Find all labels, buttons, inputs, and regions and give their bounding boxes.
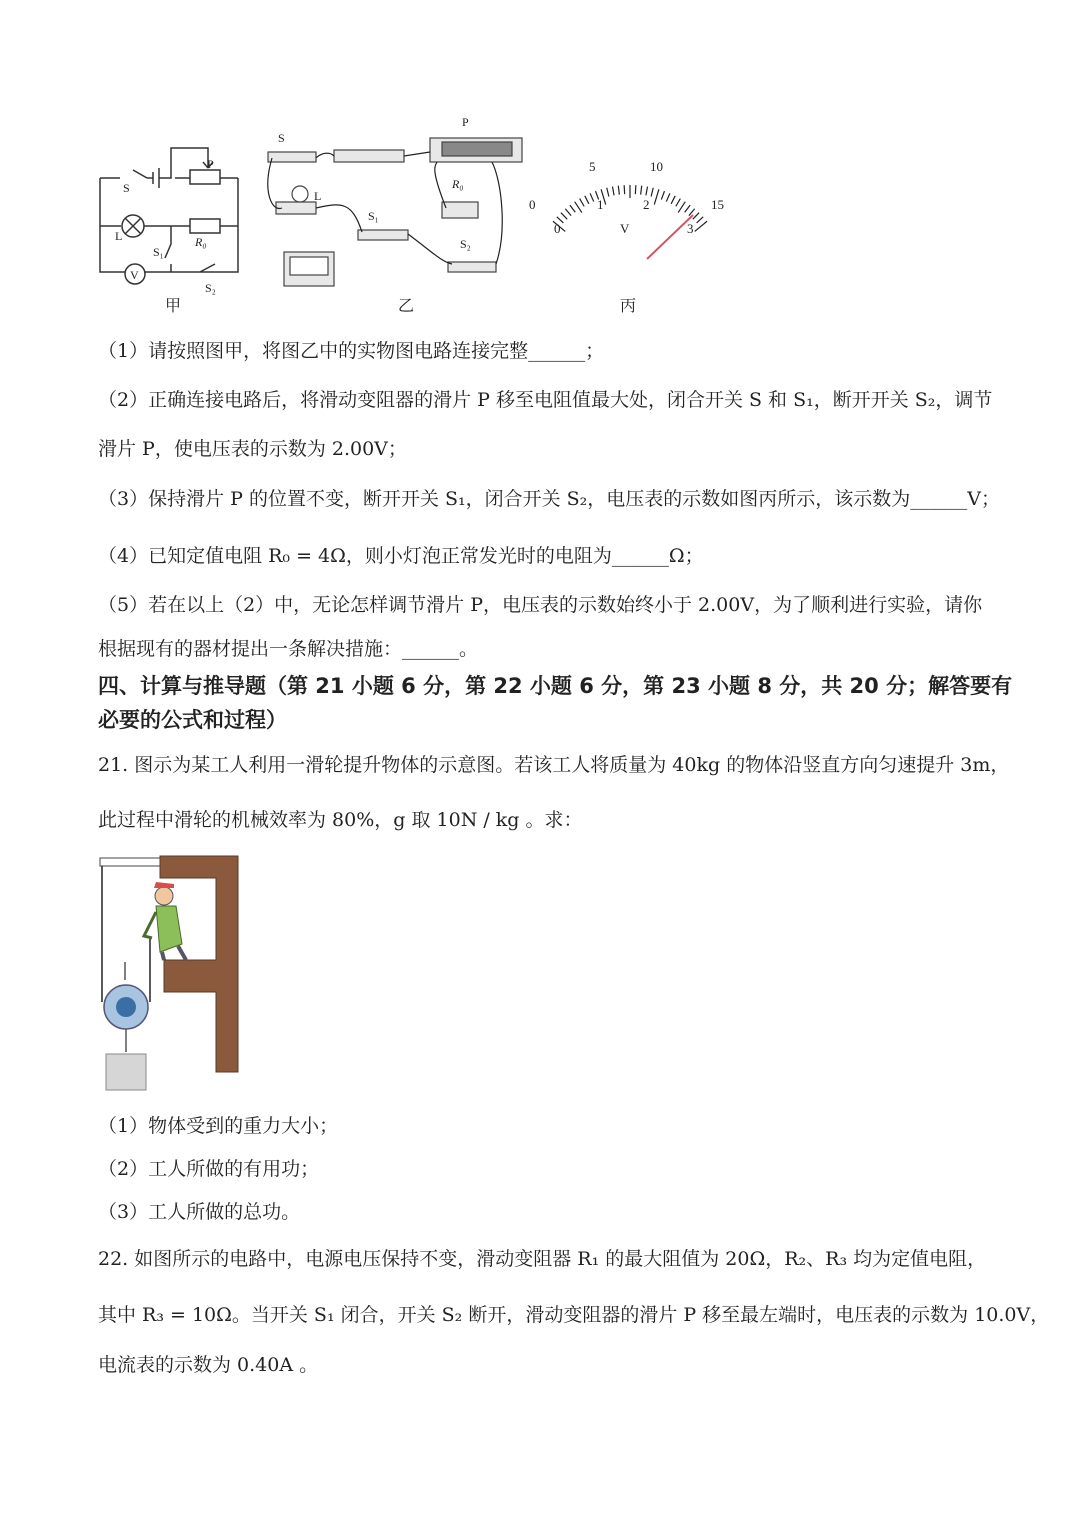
label-s1: S₁ [153, 245, 164, 259]
label-r0: R₀ [195, 235, 207, 249]
dial-tick [618, 186, 619, 195]
q20-part-2: （2）正确连接电路后，将滑动变阻器的滑片 P 移至电阻值最大处，闭合开关 S 和 S₁，断开开关 S₂，调节 [98, 389, 993, 411]
label-p: P [207, 157, 214, 171]
yi-label-p: P [462, 115, 469, 129]
caption-yi: 乙 [398, 296, 415, 315]
dial-tick [671, 196, 675, 204]
q20-part-4: （4）已知定值电阻 R₀ = 4Ω，则小灯泡正常发光时的电阻为______Ω； [98, 545, 704, 567]
section-title-cont: 必要的公式和过程） [98, 708, 287, 732]
yi-label-l: L [314, 189, 322, 203]
dial-tick [666, 193, 670, 201]
label-l: L [115, 229, 123, 243]
dial-tick [580, 199, 585, 207]
q20-part-5-cont: 根据现有的器材提出一条解决措施：______。 [98, 638, 479, 660]
label-v: V [130, 268, 139, 282]
dial-tick [651, 188, 653, 197]
dial-tick [590, 193, 594, 201]
q20-part-5: （5）若在以上（2）中，无论怎样调节滑片 P，电压表的示数始终小于 2.00V，为了顺利进行实验，请你 [98, 594, 983, 616]
dial-tick [654, 189, 659, 204]
q21-part-2: （2）工人所做的有用功； [98, 1158, 320, 1180]
physical-circuit-yi [262, 112, 532, 297]
yi-label-s2: S₂ [460, 237, 471, 251]
section-title: 四、计算与推导题（第 21 小题 6 分，第 22 小题 6 分，第 23 小题 8 分，共 20 分；解答要有 [98, 674, 1013, 698]
dial-tick [565, 209, 571, 216]
circuit-diagram-jia [95, 140, 245, 300]
scale-upper-0: 0 [529, 197, 536, 212]
q22-line-2: 其中 R₃ = 10Ω。当开关 S₁ 闭合，开关 S₂ 断开，滑动变阻器的滑片 P 移至最左端时，电压表的示数为 10.0V， [98, 1304, 1050, 1326]
dial-tick [635, 185, 636, 194]
dial-tick [676, 199, 681, 207]
q21-stem-2: 此过程中滑轮的机械效率为 80%，g 取 10N / kg 。求： [98, 809, 583, 831]
dial-tick [641, 186, 642, 195]
dial-tick [624, 185, 625, 194]
scale-lower-0: 0 [554, 221, 561, 236]
yi-label-s1: S₁ [368, 209, 379, 223]
dial-tick [570, 205, 575, 212]
q20-part-1: （1）请按照图甲，将图乙中的实物图电路连接完整______； [98, 340, 605, 362]
dial-tick [661, 191, 664, 199]
yi-label-s: S [278, 131, 285, 145]
voltmeter-dial-bing [525, 155, 735, 265]
scale-upper-15: 15 [711, 197, 724, 212]
dial-tick [685, 205, 690, 212]
q20-part-2-cont: 滑片 P，使电压表的示数为 2.00V； [98, 438, 407, 460]
dial-unit: V [620, 221, 630, 236]
dial-tick [585, 196, 589, 204]
dial-tick [612, 187, 614, 196]
scale-lower-1: 1 [597, 197, 604, 212]
label-s2: S₂ [205, 281, 216, 295]
q22-line-1: 22. 如图所示的电路中，电源电压保持不变，滑动变阻器 R₁ 的最大阻值为 20Ω，R₂、R₃ 均为定值电阻， [98, 1248, 987, 1270]
dial-tick [561, 213, 567, 220]
caption-jia: 甲 [165, 296, 182, 315]
q21-part-1: （1）物体受到的重力大小； [98, 1115, 339, 1137]
caption-bing: 丙 [620, 296, 637, 315]
pulley-illustration [98, 852, 243, 1092]
scale-lower-2: 2 [643, 197, 650, 212]
q21-part-3: （3）工人所做的总功。 [98, 1201, 301, 1223]
dial-tick [646, 187, 648, 196]
dial-tick [678, 202, 685, 213]
q22-line-3: 电流表的示数为 0.40A 。 [98, 1354, 319, 1376]
dial-tick [575, 202, 582, 213]
dial-tick [693, 213, 699, 220]
scale-lower-3: 3 [687, 221, 694, 236]
dial-tick [689, 209, 695, 216]
scale-upper-5: 5 [589, 159, 596, 174]
yi-label-r0: R₀ [452, 177, 464, 191]
q20-part-3: （3）保持滑片 P 的位置不变，断开开关 S₁，闭合开关 S₂，电压表的示数如图丙所示，该示数为______V； [98, 488, 1001, 510]
label-s: S [123, 181, 130, 195]
scale-upper-10: 10 [650, 159, 663, 174]
q21-stem-1: 21. 图示为某工人利用一滑轮提升物体的示意图。若该工人将质量为 40kg 的物体沿竖直方向匀速提升 3m， [98, 754, 1010, 776]
dial-tick [607, 188, 609, 197]
dial-tick [697, 217, 704, 223]
